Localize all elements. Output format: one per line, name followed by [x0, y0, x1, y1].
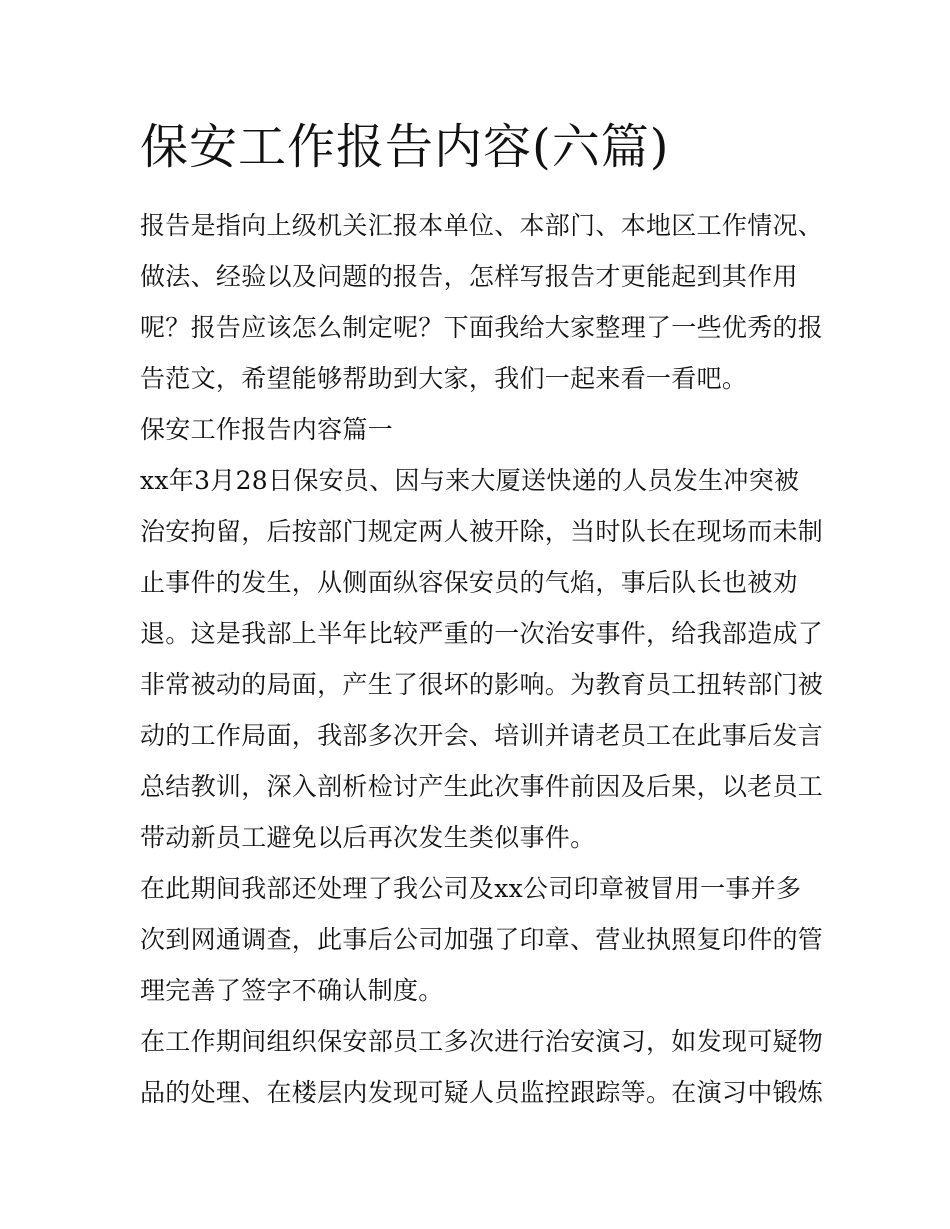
body-line: 总结教训，深入剖析检讨产生此次事件前因及后果，以老员工	[140, 772, 824, 801]
body-line: 非常被动的局面，产生了很坏的影响。为教育员工扭转部门被	[140, 670, 824, 699]
body-line: 动的工作局面，我部多次开会、培训并请老员工在此事后发言	[140, 721, 824, 750]
document-title: 保安工作报告内容(六篇)	[140, 119, 670, 175]
document-body	[140, 200, 824, 1118]
body-line: 带动新员工避免以后再次发生类似事件。	[140, 823, 596, 852]
body-line: 告范文，希望能够帮助到大家，我们一起来看一看吧。	[140, 364, 748, 393]
body-line: 呢？报告应该怎么制定呢？下面我给大家整理了一些优秀的报	[140, 313, 824, 342]
body-line: 品的处理、在楼层内发现可疑人员监控跟踪等。在演习中锻炼	[140, 1078, 824, 1107]
body-line: 在此期间我部还处理了我公司及xx公司印章被冒用一事并多	[140, 874, 802, 903]
section-heading: 保安工作报告内容篇一	[140, 415, 394, 444]
body-line: 退。这是我部上半年比较严重的一次治安事件，给我部造成了	[140, 619, 824, 648]
body-line: 治安拘留，后按部门规定两人被开除，当时队长在现场而未制	[140, 517, 824, 546]
body-line: 在工作期间组织保安部员工多次进行治安演习，如发现可疑物	[140, 1027, 824, 1056]
body-line: 做法、经验以及问题的报告，怎样写报告才更能起到其作用	[140, 262, 798, 291]
body-line: xx年3月28日保安员、因与来大厦送快递的人员发生冲突被	[140, 466, 800, 495]
body-line: 报告是指向上级机关汇报本单位、本部门、本地区工作情况、	[140, 211, 824, 240]
body-line: 止事件的发生，从侧面纵容保安员的气焰，事后队长也被劝	[140, 568, 798, 597]
body-line: 次到网通调查，此事后公司加强了印章、营业执照复印件的管	[140, 925, 824, 954]
body-line: 理完善了签字不确认制度。	[140, 976, 444, 1005]
